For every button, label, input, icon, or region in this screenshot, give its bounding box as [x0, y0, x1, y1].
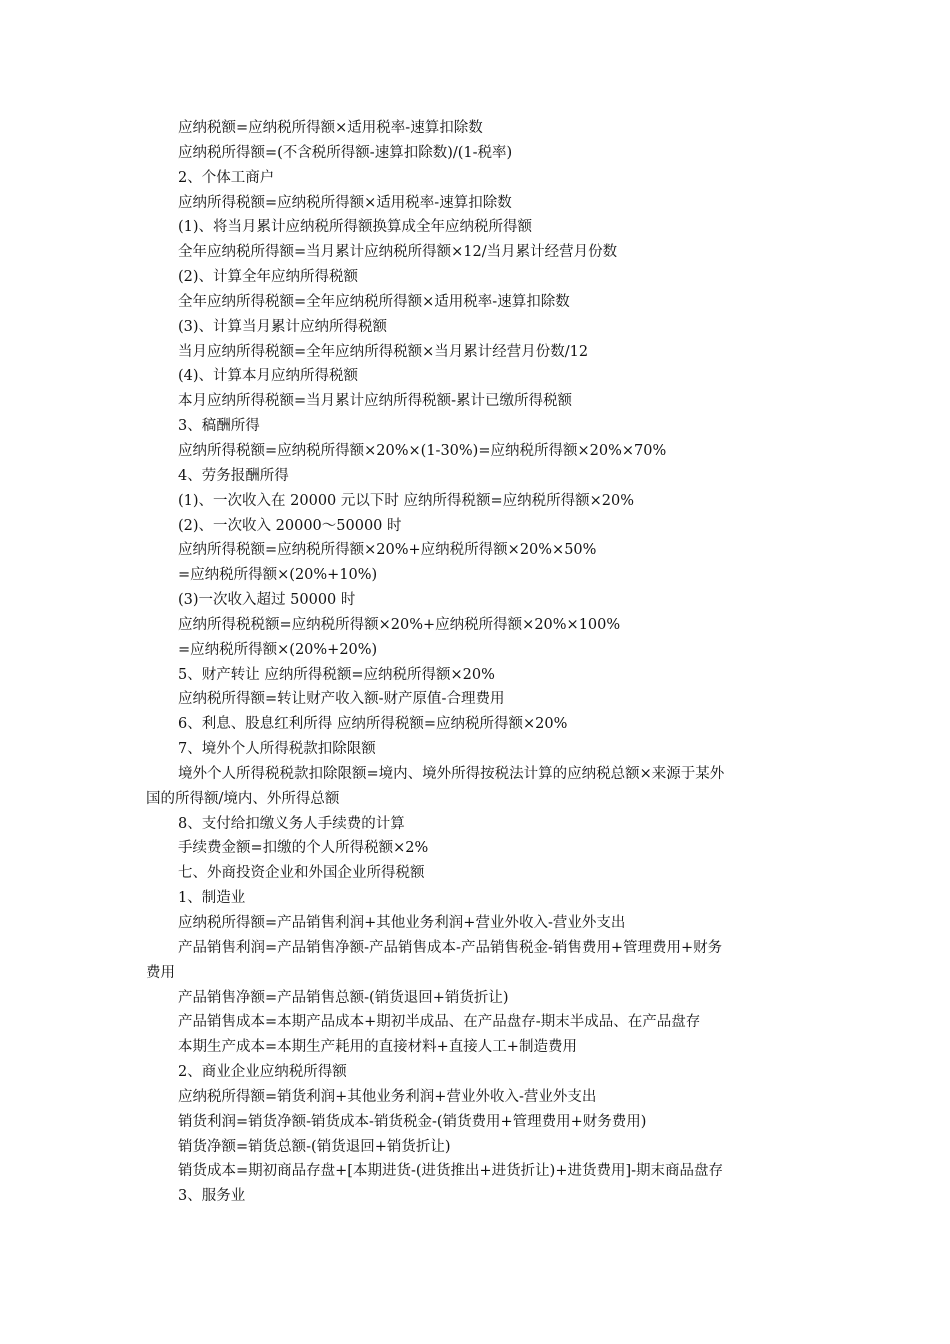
text-line: 应纳税所得额=转让财产收入额-财产原值-合理费用 [178, 691, 505, 708]
text-line: 应纳税所得额=销货利润+其他业务利润+营业外收入-营业外支出 [178, 1088, 597, 1105]
text-line: 4、劳务报酬所得 [178, 467, 289, 484]
text-line: 应纳所得税额=应纳税所得额×20%+应纳税所得额×20%×50% [178, 542, 597, 559]
text-line: 销货净额=销货总额-(销货退回+销货折让) [178, 1138, 451, 1155]
text-line: 销货成本=期初商品存盘+[本期进货-(进货推出+进货折让)+进货费用]-期末商品盘存 [178, 1163, 724, 1180]
text-line: 境外个人所得税税款扣除限额=境内、境外所得按税法计算的应纳税总额×来源于某外 [178, 765, 725, 782]
text-line: (1)、将当月累计应纳税所得额换算成全年应纳税所得额 [178, 219, 533, 236]
text-line: 应纳税所得额=产品销售利润+其他业务利润+营业外收入-营业外支出 [178, 915, 626, 931]
text-line: =应纳税所得额×(20%+10%) [178, 567, 378, 584]
text-line: 产品销售利润=产品销售净额-产品销售成本-产品销售税金-销售费用+管理费用+财务 [178, 939, 723, 956]
text-line: 全年应纳所得税额=全年应纳税所得额×适用税率-速算扣除数 [178, 293, 570, 310]
text-line: 产品销售成本=本期产品成本+期初半成品、在产品盘存-期末半成品、在产品盘存 [178, 1014, 701, 1031]
document-text [146, 116, 816, 1209]
text-line: 手续费金额=扣缴的个人所得税额×2% [178, 840, 429, 857]
text-line: 3、稿酬所得 [178, 418, 260, 435]
text-line: 全年应纳税所得额=当月累计应纳税所得额×12/当月累计经营月份数 [178, 244, 618, 261]
text-line: 当月应纳所得税额=全年应纳所得税额×当月累计经营月份数/12 [178, 343, 589, 360]
text-line: 7、境外个人所得税款扣除限额 [178, 741, 376, 758]
text-line: 2、商业企业应纳税所得额 [178, 1064, 347, 1081]
text-line: (2)、计算全年应纳所得税额 [178, 269, 359, 286]
text-line: 产品销售净额=产品销售总额-(销货退回+销货折让) [178, 989, 509, 1006]
text-line: 5、财产转让 应纳所得税额=应纳税所得额×20% [178, 666, 495, 683]
text-line: 应纳所得税税额=应纳税所得额×20%+应纳税所得额×20%×100% [178, 616, 621, 633]
text-line: (4)、计算本月应纳所得税额 [178, 368, 359, 385]
text-line: 应纳税所得额=(不含税所得额-速算扣除数)/(1-税率) [178, 144, 513, 161]
text-line: 应纳所得税额=应纳税所得额×适用税率-速算扣除数 [178, 194, 512, 211]
text-line: 8、支付给扣缴义务人手续费的计算 [178, 815, 405, 832]
text-line: 本月应纳所得税额=当月累计应纳所得税额-累计已缴所得税额 [178, 393, 573, 410]
text-line: (2)、一次收入 20000～50000 时 [178, 517, 402, 534]
text-line: 本期生产成本=本期生产耗用的直接材料+直接人工+制造费用 [178, 1039, 577, 1056]
text-line: (1)、一次收入在 20000 元以下时 应纳所得税额=应纳税所得额×20% [178, 492, 635, 509]
text-line: (3)、计算当月累计应纳所得税额 [178, 318, 388, 335]
text-line: 2、个体工商户 [178, 169, 275, 186]
text-line: 3、服务业 [178, 1188, 246, 1205]
text-line: 应纳税额=应纳税所得额×适用税率-速算扣除数 [178, 120, 483, 136]
text-line: (3)一次收入超过 50000 时 [178, 592, 356, 609]
text-line: 1、制造业 [178, 890, 246, 907]
text-line: 费用 [146, 964, 175, 981]
text-line: 6、利息、股息红利所得 应纳所得税额=应纳税所得额×20% [178, 716, 568, 733]
text-line: 销货利润=销货净额-销货成本-销货税金-(销货费用+管理费用+财务费用) [178, 1113, 647, 1130]
text-line: =应纳税所得额×(20%+20%) [178, 641, 378, 658]
text-line: 应纳所得税额=应纳税所得额×20%×(1-30%)=应纳税所得额×20%×70% [178, 442, 667, 459]
text-line: 七、外商投资企业和外国企业所得税额 [178, 865, 425, 882]
text-line: 国的所得额/境内、外所得总额 [146, 790, 340, 807]
